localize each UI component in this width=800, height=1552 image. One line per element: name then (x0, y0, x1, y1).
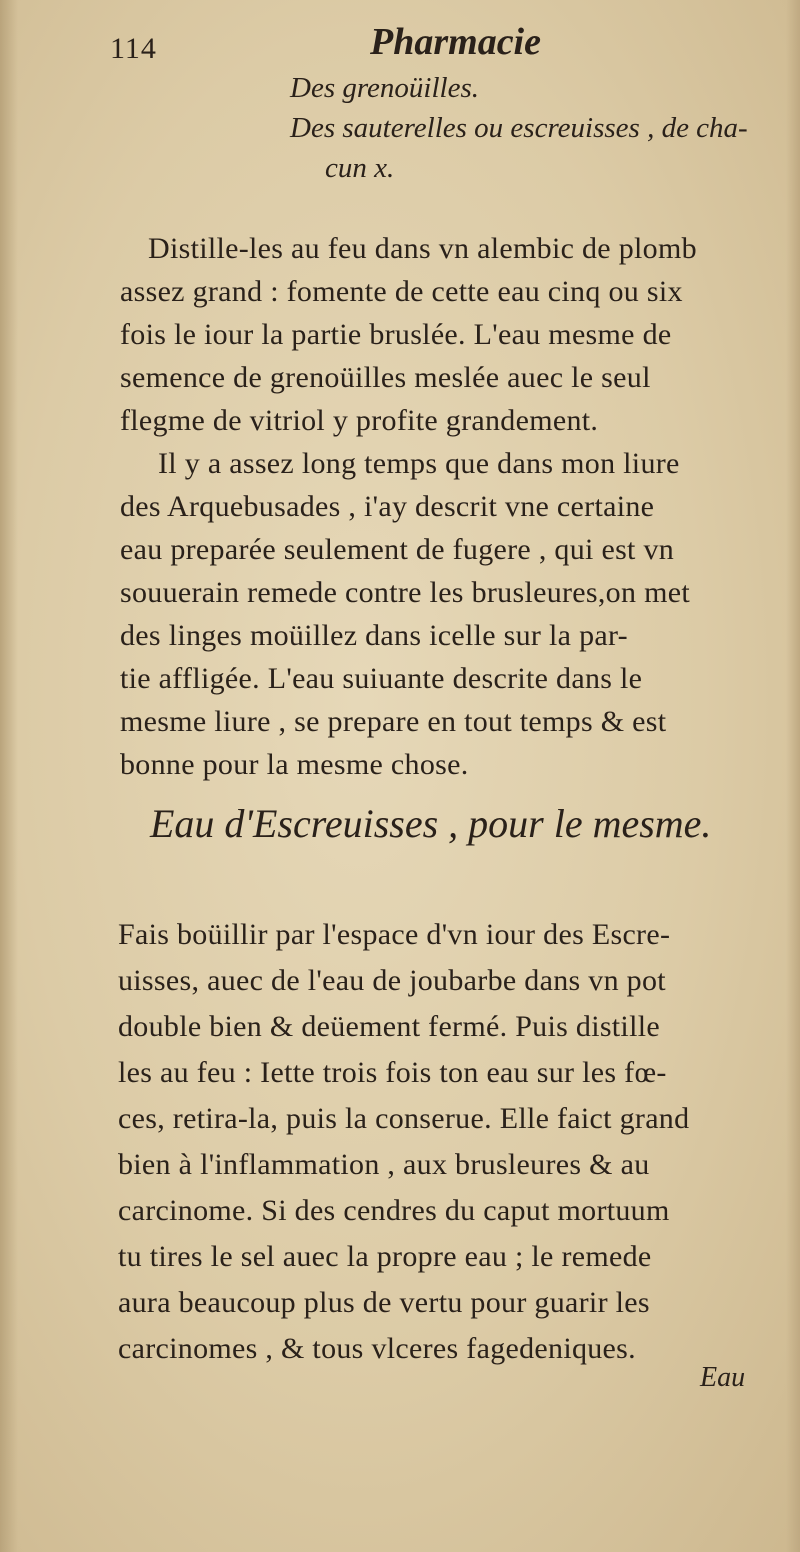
page-shadow-left (0, 0, 18, 1552)
text-line: souuerain remede contre les brusleures,on met (120, 576, 690, 609)
text-line: des linges moüillez dans icelle sur la par- (120, 619, 628, 652)
catchword: Eau (700, 1362, 746, 1393)
text-line: assez grand : fomente de cette eau cinq ou six (120, 275, 683, 308)
text-line: bien à l'inflammation , aux brusleures & au (118, 1148, 650, 1181)
text-line: des Arquebusades , i'ay descrit vne certaine (120, 490, 655, 523)
text-line: fois le iour la partie bruslée. L'eau mesme de (120, 318, 672, 351)
text-line: Il y a assez long temps que dans mon liure (158, 447, 680, 480)
text-line: semence de grenoüilles meslée auec le seul (120, 361, 651, 394)
text-line: flegme de vitriol y profite grandement. (120, 404, 599, 437)
text-line: carcinomes , & tous vlceres fagedeniques. (118, 1332, 636, 1365)
text-line: Distille-les au feu dans vn alembic de plomb (148, 232, 697, 265)
text-line: les au feu : Iette trois fois ton eau sur les fœ- (118, 1056, 667, 1089)
text-line: eau preparée seulement de fugere , qui est vn (120, 533, 675, 566)
section-heading: Eau d'Escreuisses , pour le mesme. (150, 801, 712, 846)
text-line: ces, retira-la, puis la conserue. Elle faict grand (118, 1102, 690, 1135)
text-line: Fais boüillir par l'espace d'vn iour des Escre- (118, 918, 671, 951)
page-number: 114 (110, 32, 157, 65)
text-line: tu tires le sel auec la propre eau ; le remede (118, 1240, 652, 1273)
text-line: carcinome. Si des cendres du caput mortuum (118, 1194, 670, 1227)
running-head: Pharmacie (370, 21, 541, 63)
page-shadow-right (786, 0, 800, 1552)
ingredient-line: Des grenoüilles. (290, 72, 480, 104)
text-line: mesme liure , se prepare en tout temps & est (120, 705, 667, 738)
ingredient-line: Des sauterelles ou escreuisses , de cha- (290, 112, 748, 144)
text-line: uisses, auec de l'eau de joubarbe dans vn pot (118, 964, 666, 997)
ingredient-line: cun x. (325, 152, 395, 184)
text-line: double bien & deüement fermé. Puis distille (118, 1010, 660, 1043)
text-line: tie affligée. L'eau suiuante descrite dans le (120, 662, 643, 695)
text-line: aura beaucoup plus de vertu pour guarir les (118, 1286, 650, 1319)
text-line: bonne pour la mesme chose. (120, 748, 469, 781)
